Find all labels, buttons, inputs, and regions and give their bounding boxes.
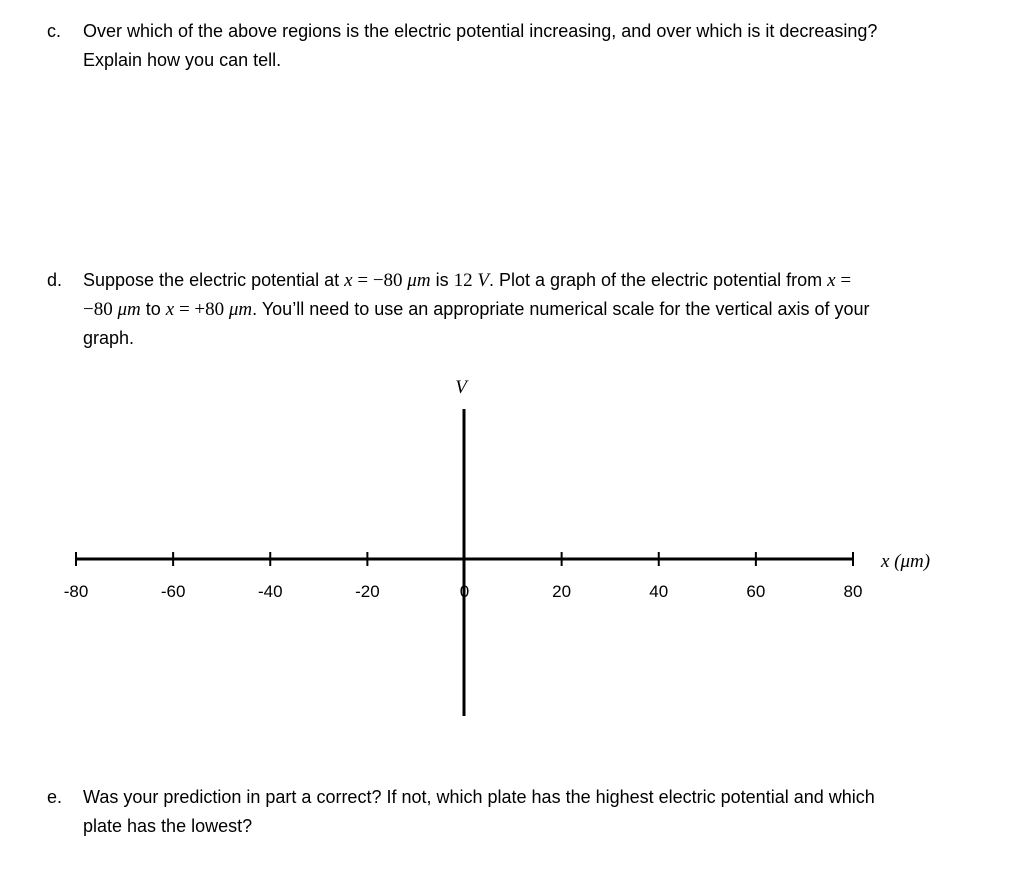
x-tick-label: 0 — [459, 582, 470, 601]
question-c-line-2: Explain how you can tell. — [83, 50, 282, 70]
x-tick-label: -80 — [63, 582, 89, 601]
question-c-letter: c. — [47, 21, 62, 41]
x-tick-label: -20 — [355, 582, 380, 601]
question-e-line-1: Was your prediction in part a correct? If not, which plate has the highest electric potential and which — [83, 787, 875, 807]
question-e-text — [83, 783, 998, 841]
x-tick-label: 60 — [746, 582, 766, 601]
x-tick-label: -40 — [257, 582, 283, 601]
question-c-line-1: Over which of the above regions is the electric potential increasing, and over which is it decreasing? — [83, 21, 878, 41]
x-tick-label: 40 — [649, 582, 669, 601]
question-d-letter: d. — [47, 270, 63, 290]
x-tick-label: 80 — [843, 582, 863, 601]
question-d-line-2: −80 μm to x = +80 μm. You’ll need to use an appropriate numerical scale for the vertical axis of your — [83, 299, 870, 320]
question-e-line-2: plate has the lowest? — [83, 816, 253, 836]
question-e-letter: e. — [47, 787, 63, 807]
question-d-line-1: Suppose the electric potential at x = −80 μm is 12 V. Plot a graph of the electric potential from x = — [83, 270, 852, 291]
y-axis-label: V — [455, 377, 467, 398]
x-tick-label: 20 — [552, 582, 572, 601]
x-axis-label: x (μm) — [881, 551, 931, 572]
x-tick-label: -60 — [160, 582, 186, 601]
question-d-line-3: graph. — [83, 328, 135, 348]
